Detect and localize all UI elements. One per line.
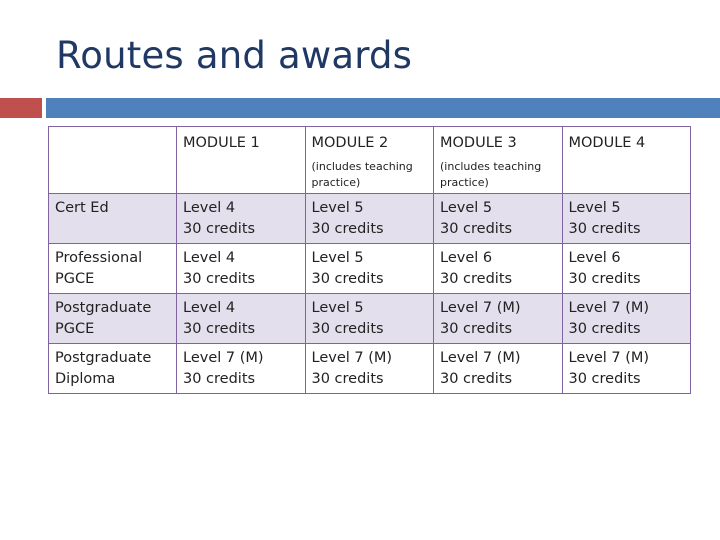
credits-text: 30 credits (440, 271, 513, 287)
module-note: (includes teaching practice) (440, 160, 542, 189)
page-title: Routes and awards (56, 34, 413, 77)
table-row-postgraduate-diploma (49, 344, 691, 394)
credit-cell (434, 244, 563, 294)
credits-text: 30 credits (440, 321, 513, 337)
level-text: Level 7 (M) (440, 300, 521, 316)
header-cell-module-1 (177, 127, 306, 194)
routes-awards-table (48, 126, 691, 394)
route-label: PGCE (55, 321, 95, 337)
credits-text: 30 credits (440, 221, 513, 237)
credits-text: 30 credits (183, 221, 256, 237)
level-text: Level 5 (311, 200, 364, 216)
route-label: Postgraduate (55, 300, 152, 316)
header-cell-module-2 (305, 127, 434, 194)
level-text: Level 6 (568, 250, 621, 266)
module-title: MODULE 1 (183, 135, 260, 151)
credits-text: 30 credits (568, 271, 641, 287)
credit-cell (562, 294, 691, 344)
module-title: MODULE 2 (311, 135, 389, 151)
level-text: Level 4 (183, 250, 236, 266)
route-cell (49, 194, 177, 244)
credits-text: 30 credits (183, 321, 256, 337)
table-row-cert-ed (49, 194, 691, 244)
level-text: Level 7 (M) (568, 300, 650, 316)
table-row-postgraduate-pgce (49, 294, 691, 344)
credits-text: 30 credits (440, 371, 513, 387)
credits-text: 30 credits (568, 321, 641, 337)
level-text: Level 6 (440, 250, 493, 266)
credits-text: 30 credits (311, 271, 384, 287)
credit-cell (305, 344, 434, 394)
module-title: MODULE 3 (440, 135, 517, 151)
credits-text: 30 credits (183, 371, 256, 387)
table-row-professional-pgce (49, 244, 691, 294)
credit-cell (177, 294, 306, 344)
level-text: Level 7 (M) (440, 350, 521, 366)
level-text: Level 4 (183, 200, 236, 216)
route-label: Professional (55, 250, 143, 266)
header-cell-empty (49, 127, 177, 194)
level-text: Level 5 (311, 250, 364, 266)
credit-cell (434, 294, 563, 344)
level-text: Level 5 (568, 200, 621, 216)
route-label: PGCE (55, 271, 95, 287)
credit-cell (177, 344, 306, 394)
module-title: MODULE 4 (568, 135, 646, 151)
credits-text: 30 credits (568, 221, 641, 237)
accent-bar-red (0, 98, 42, 118)
credit-cell (434, 194, 563, 244)
credits-text: 30 credits (311, 321, 384, 337)
credits-text: 30 credits (568, 371, 641, 387)
table-header-row (49, 127, 691, 194)
level-text: Level 5 (440, 200, 493, 216)
credit-cell (177, 244, 306, 294)
credits-text: 30 credits (311, 221, 384, 237)
credit-cell (562, 344, 691, 394)
route-label: Diploma (55, 371, 116, 387)
header-cell-module-4 (562, 127, 691, 194)
route-cell (49, 344, 177, 394)
credits-text: 30 credits (183, 271, 256, 287)
header-cell-module-3 (434, 127, 563, 194)
accent-bar-blue (46, 98, 720, 118)
level-text: Level 7 (M) (568, 350, 650, 366)
module-note: (includes teaching practice) (311, 160, 413, 189)
route-label: Postgraduate (55, 350, 152, 366)
level-text: Level 4 (183, 300, 236, 316)
credit-cell (434, 344, 563, 394)
level-text: Level 5 (311, 300, 364, 316)
level-text: Level 7 (M) (311, 350, 393, 366)
route-cell (49, 244, 177, 294)
credit-cell (305, 194, 434, 244)
credit-cell (562, 244, 691, 294)
credit-cell (177, 194, 306, 244)
credits-text: 30 credits (311, 371, 384, 387)
credit-cell (562, 194, 691, 244)
route-cell (49, 294, 177, 344)
route-label: Cert Ed (55, 200, 109, 216)
level-text: Level 7 (M) (183, 350, 264, 366)
credit-cell (305, 294, 434, 344)
credit-cell (305, 244, 434, 294)
